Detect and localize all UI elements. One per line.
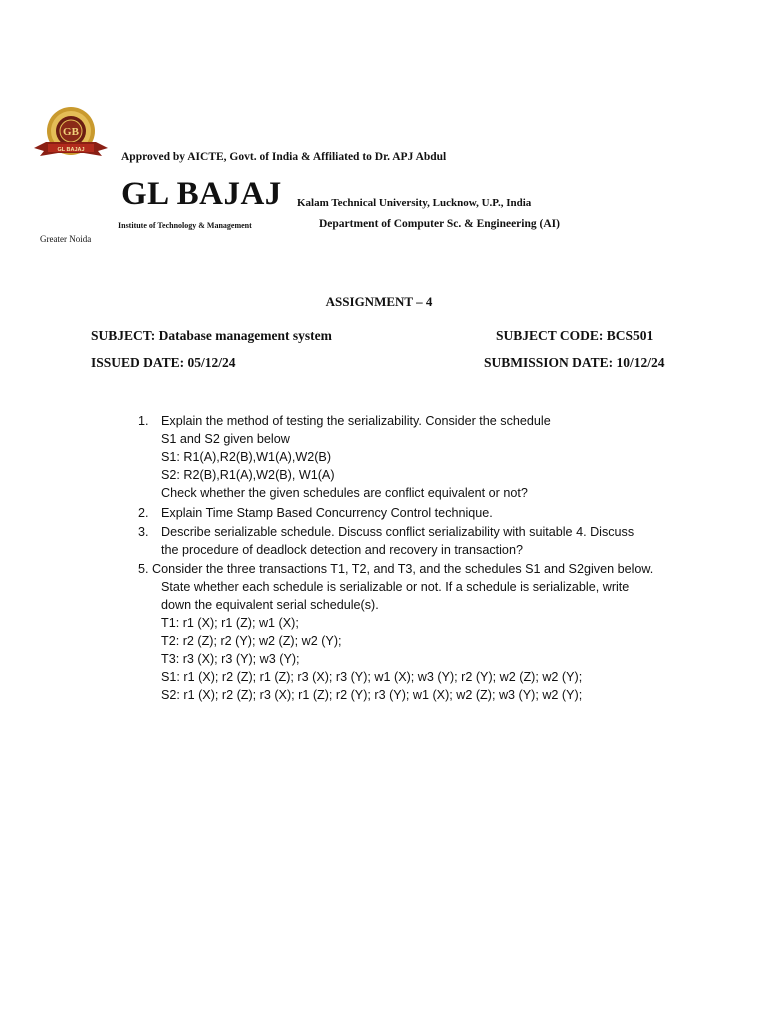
question-line: S1: r1 (X); r2 (Z); r1 (Z); r3 (X); r3 (Y); w1 (X); w3 (Y); r2 (Y); w2 (Z); w2 (Y); bbox=[161, 670, 583, 684]
question-line: Explain Time Stamp Based Concurrency Control technique. bbox=[161, 506, 493, 520]
question-line: S1: R1(A),R2(B),W1(A),W2(B) bbox=[161, 450, 332, 464]
approved-line: Approved by AICTE, Govt. of India & Affiliated to Dr. APJ Abdul bbox=[121, 151, 447, 163]
question-line: Describe serializable schedule. Discuss conflict serializability with suitable 4. Discuss bbox=[161, 525, 635, 539]
question-line: T2: r2 (Z); r2 (Y); w2 (Z); w2 (Y); bbox=[161, 634, 342, 648]
question-number: 2. bbox=[138, 506, 149, 520]
question-line: the procedure of deadlock detection and recovery in transaction? bbox=[161, 543, 523, 557]
question-line: State whether each schedule is serializable or not. If a schedule is serializable, write bbox=[161, 580, 630, 594]
college-seal-logo bbox=[32, 104, 110, 162]
location-line: Greater Noida bbox=[40, 234, 92, 244]
question-line: down the equivalent serial schedule(s). bbox=[161, 598, 379, 612]
question-3 bbox=[161, 523, 634, 559]
question-line: S2: R2(B),R1(A),W2(B), W1(A) bbox=[161, 468, 335, 482]
institution-brand: GL BAJAJ bbox=[121, 176, 282, 212]
subject-code: SUBJECT CODE: BCS501 bbox=[496, 328, 654, 343]
question-line: Check whether the given schedules are conflict equivalent or not? bbox=[161, 486, 528, 500]
question-line: S1 and S2 given below bbox=[161, 432, 290, 446]
institute-line: Institute of Technology & Management bbox=[118, 221, 252, 230]
question-1 bbox=[161, 412, 551, 502]
university-line: Kalam Technical University, Lucknow, U.P., India bbox=[297, 197, 532, 209]
svg-text:GL BAJAJ: GL BAJAJ bbox=[57, 147, 85, 153]
question-5 bbox=[161, 578, 629, 704]
question-2 bbox=[161, 504, 493, 522]
question-line: T1: r1 (X); r1 (Z); w1 (X); bbox=[161, 616, 299, 630]
issued-date: ISSUED DATE: 05/12/24 bbox=[91, 355, 236, 370]
assignment-title: ASSIGNMENT – 4 bbox=[325, 294, 433, 309]
question-line: S2: r1 (X); r2 (Z); r3 (X); r1 (Z); r2 (Y); r3 (Y); w1 (X); w2 (Z); w3 (Y); w2 (Y); bbox=[161, 688, 583, 702]
question-line: Explain the method of testing the serializability. Consider the schedule bbox=[161, 414, 551, 428]
subject-label: SUBJECT: Database management system bbox=[91, 328, 332, 343]
submission-date: SUBMISSION DATE: 10/12/24 bbox=[484, 355, 665, 370]
question-line: T3: r3 (X); r3 (Y); w3 (Y); bbox=[161, 652, 300, 666]
question-number: 3. bbox=[138, 525, 149, 539]
question-5-first-line: 5. Consider the three transactions T1, T2, and T3, and the schedules S1 and S2given below. bbox=[138, 562, 654, 576]
department-line: Department of Computer Sc. & Engineering (AI) bbox=[319, 218, 560, 230]
question-number: 1. bbox=[138, 414, 149, 428]
svg-text:GB: GB bbox=[63, 126, 79, 138]
